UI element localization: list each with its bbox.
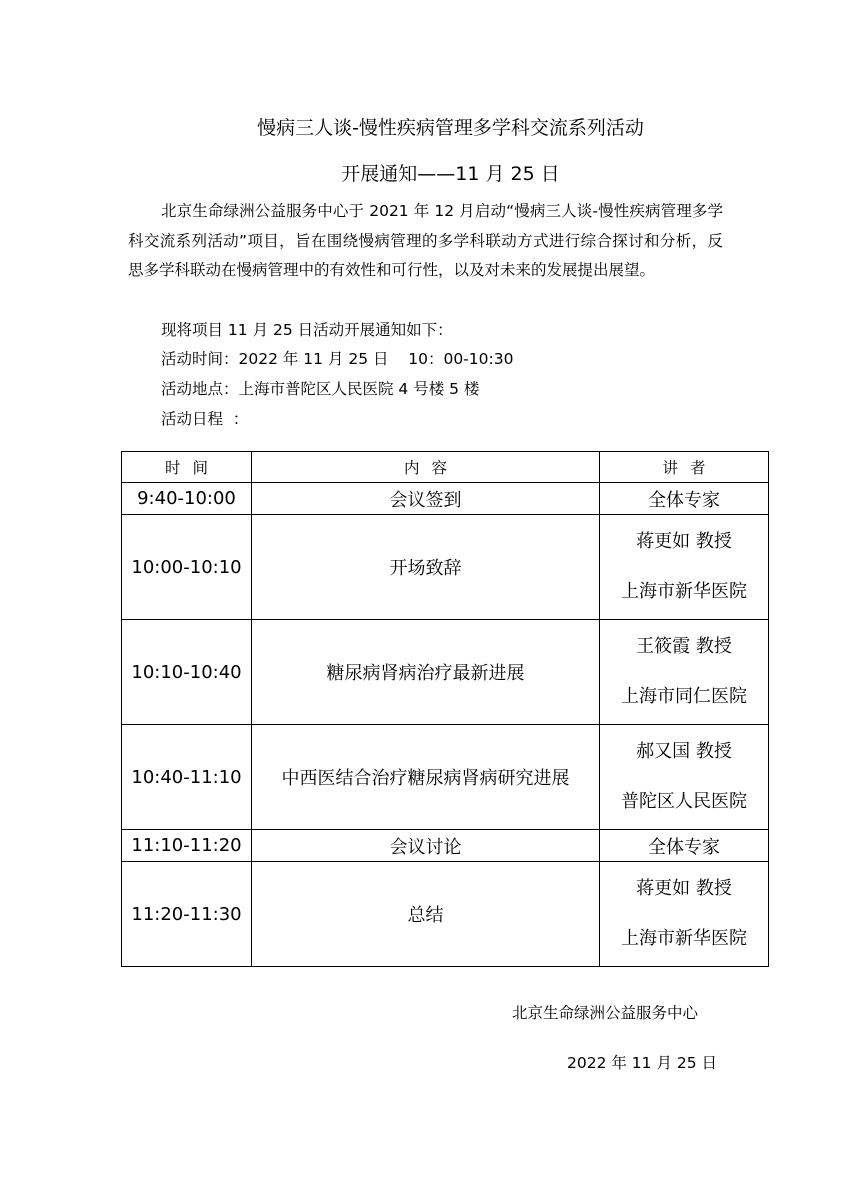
row-speaker: 全体专家 <box>600 830 769 862</box>
row-time: 9:40-10:00 <box>122 483 252 515</box>
row-speaker <box>600 862 769 967</box>
notice-line: 现将项目 11 月 25 日活动开展通知如下： <box>161 321 453 339</box>
row-time: 11:10-11:20 <box>122 830 252 862</box>
row-speaker <box>600 620 769 725</box>
table-row <box>122 830 769 862</box>
speaker-name: 郝又国 教授 <box>636 741 732 762</box>
row-time: 11:20-11:30 <box>122 862 252 967</box>
speaker-name: 蒋更如 教授 <box>636 531 732 552</box>
table-row <box>122 620 769 725</box>
speaker-affiliation: 普陀区人民医院 <box>621 791 747 812</box>
header-content: 内容 <box>252 452 600 483</box>
intro-paragraph: 北京生命绿洲公益服务中心于 2021 年 12 月启动“慢病三人谈-慢性疾病管理多学科交流系列活动”项目，旨在围绕慢病管理的多学科联动方式进行综合探讨和分析，反思多学科联动在慢病管理中的有效性和可行性，以及对未来的发展提出展望。 <box>128 202 723 279</box>
schedule-table <box>121 451 769 967</box>
row-content: 总结 <box>252 862 600 967</box>
row-content: 中西医结合治疗糖尿病肾病研究进展 <box>252 725 600 830</box>
speaker-affiliation: 上海市新华医院 <box>621 928 747 949</box>
speaker-affiliation: 上海市同仁医院 <box>621 686 747 707</box>
row-time: 10:40-11:10 <box>122 725 252 830</box>
header-time: 时间 <box>122 452 252 483</box>
event-location: 活动地点：上海市普陀区人民医院 4 号楼 5 楼 <box>161 380 480 398</box>
document-subtitle: 开展通知——11 月 25 日 <box>341 163 560 185</box>
document-title: 慢病三人谈-慢性疾病管理多学科交流系列活动 <box>257 117 644 139</box>
row-speaker <box>600 725 769 830</box>
table-row <box>122 725 769 830</box>
footer-organization: 北京生命绿洲公益服务中心 <box>512 1004 699 1022</box>
row-time: 10:10-10:40 <box>122 620 252 725</box>
table-header-row <box>122 452 769 483</box>
row-speaker: 全体专家 <box>600 483 769 515</box>
speaker-affiliation: 上海市新华医院 <box>621 581 747 602</box>
row-time: 10:00-10:10 <box>122 515 252 620</box>
event-time: 活动时间：2022 年 11 月 25 日 10：00-10:30 <box>161 350 514 368</box>
row-speaker <box>600 515 769 620</box>
row-content: 开场致辞 <box>252 515 600 620</box>
table-row <box>122 515 769 620</box>
row-content: 会议讨论 <box>252 830 600 862</box>
header-speaker: 讲者 <box>600 452 769 483</box>
row-content: 糖尿病肾病治疗最新进展 <box>252 620 600 725</box>
table-row <box>122 862 769 967</box>
agenda-label: 活动日程 ： <box>161 410 249 428</box>
footer-date: 2022 年 11 月 25 日 <box>567 1054 718 1072</box>
row-content: 会议签到 <box>252 483 600 515</box>
table-row <box>122 483 769 515</box>
speaker-name: 王筱霞 教授 <box>636 636 732 657</box>
speaker-name: 蒋更如 教授 <box>636 878 732 899</box>
